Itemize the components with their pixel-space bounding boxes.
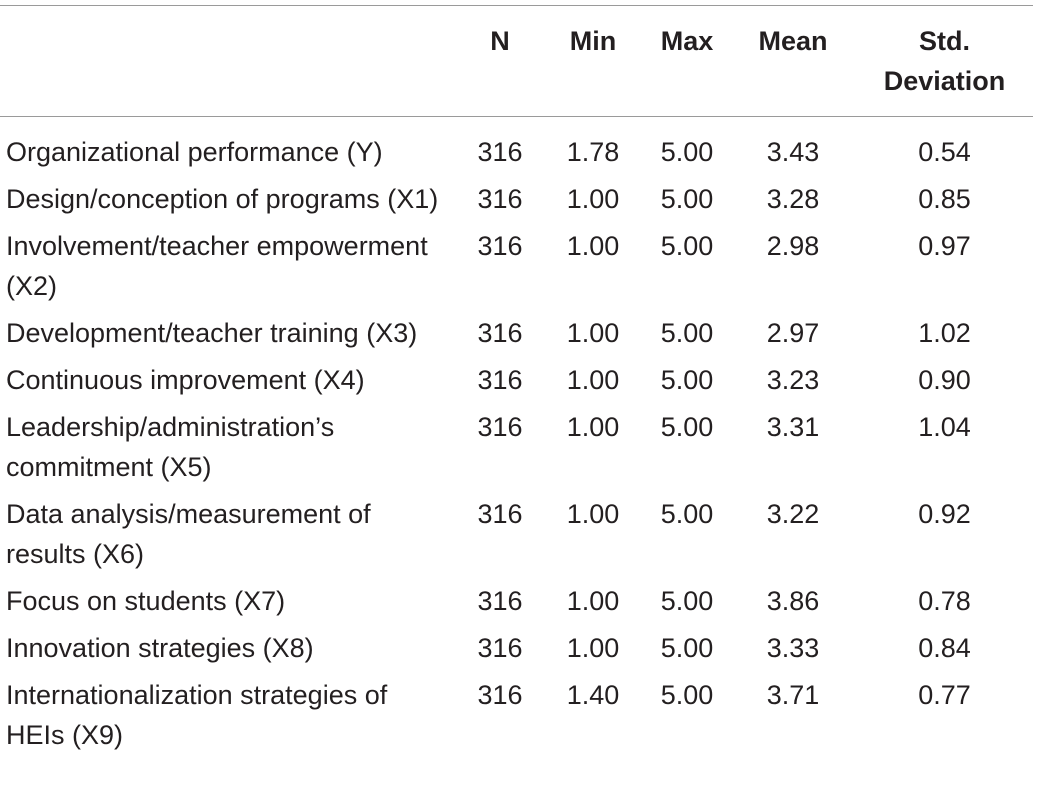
cell-max: 5.00	[660, 137, 714, 167]
cell-min: 1.00	[566, 318, 620, 348]
header-std-deviation	[856, 0, 1033, 116]
header-label	[0, 0, 458, 116]
cell-n: 316	[477, 499, 523, 529]
cell-n: 316	[477, 365, 523, 395]
cell-max: 5.00	[660, 412, 714, 442]
cell-min: 1.78	[566, 137, 620, 167]
row-label: Leadership/administration’s commitment (X5)	[6, 412, 335, 482]
cell-mean: 3.33	[766, 633, 820, 663]
cell-n: 316	[477, 137, 523, 167]
row-label: Data analysis/measurement of results (X6)	[6, 499, 371, 569]
cell-sd: 0.78	[918, 586, 971, 616]
cell-n: 316	[477, 633, 523, 663]
table-row	[0, 360, 1033, 407]
cell-max: 5.00	[660, 231, 714, 261]
cell-sd: 1.02	[918, 318, 971, 348]
cell-sd: 0.54	[918, 137, 971, 167]
table-header	[0, 0, 1033, 116]
table-row	[0, 675, 1033, 762]
cell-n: 316	[477, 231, 523, 261]
cell-min: 1.00	[566, 412, 620, 442]
row-label: Continuous improvement (X4)	[6, 365, 365, 395]
cell-mean: 3.43	[766, 137, 820, 167]
header-row	[0, 0, 1033, 116]
cell-mean: 3.28	[766, 184, 820, 214]
cell-min: 1.00	[566, 499, 620, 529]
cell-n: 316	[477, 412, 523, 442]
cell-mean: 2.97	[766, 318, 820, 348]
cell-sd: 0.77	[918, 680, 971, 710]
header-min: Min	[569, 26, 617, 56]
cell-max: 5.00	[660, 499, 714, 529]
row-label: Design/conception of programs (X1)	[6, 184, 439, 214]
cell-sd: 1.04	[918, 412, 971, 442]
cell-min: 1.00	[566, 231, 620, 261]
cell-mean: 3.31	[766, 412, 820, 442]
cell-mean: 2.98	[766, 231, 820, 261]
table-body	[0, 116, 1033, 762]
header-n: N	[490, 26, 510, 56]
cell-sd: 0.90	[918, 365, 971, 395]
cell-sd: 0.85	[918, 184, 971, 214]
cell-mean: 3.86	[766, 586, 820, 616]
cell-max: 5.00	[660, 318, 714, 348]
table-row	[0, 116, 1033, 179]
cell-sd: 0.92	[918, 499, 971, 529]
cell-max: 5.00	[660, 365, 714, 395]
cell-max: 5.00	[660, 680, 714, 710]
cell-n: 316	[477, 586, 523, 616]
header-max: Max	[660, 26, 714, 56]
cell-min: 1.40	[566, 680, 620, 710]
table-row	[0, 407, 1033, 494]
header-sd-line2: Deviation	[883, 66, 1006, 96]
cell-n: 316	[477, 318, 523, 348]
table-row	[0, 179, 1033, 226]
cell-min: 1.00	[566, 633, 620, 663]
cell-n: 316	[477, 680, 523, 710]
cell-min: 1.00	[566, 184, 620, 214]
cell-mean: 3.71	[766, 680, 820, 710]
table-row	[0, 581, 1033, 628]
cell-min: 1.00	[566, 365, 620, 395]
header-mean: Mean	[758, 26, 828, 56]
table-row	[0, 313, 1033, 360]
cell-sd: 0.84	[918, 633, 971, 663]
row-label: Focus on students (X7)	[6, 586, 286, 616]
cell-min: 1.00	[566, 586, 620, 616]
cell-n: 316	[477, 184, 523, 214]
row-label: Organizational performance (Y)	[6, 137, 383, 167]
table-row	[0, 628, 1033, 675]
cell-sd: 0.97	[918, 231, 971, 261]
row-label: Innovation strategies (X8)	[6, 633, 314, 663]
row-label: Involvement/teacher empowerment (X2)	[6, 231, 428, 301]
cell-max: 5.00	[660, 184, 714, 214]
table-row	[0, 494, 1033, 581]
cell-mean: 3.23	[766, 365, 820, 395]
row-label: Internationalization strategies of HEIs (X9)	[6, 680, 388, 750]
row-label: Development/teacher training (X3)	[6, 318, 418, 348]
cell-max: 5.00	[660, 586, 714, 616]
cell-mean: 3.22	[766, 499, 820, 529]
table-row	[0, 226, 1033, 313]
header-sd-line1: Std.	[919, 26, 970, 56]
cell-max: 5.00	[660, 633, 714, 663]
